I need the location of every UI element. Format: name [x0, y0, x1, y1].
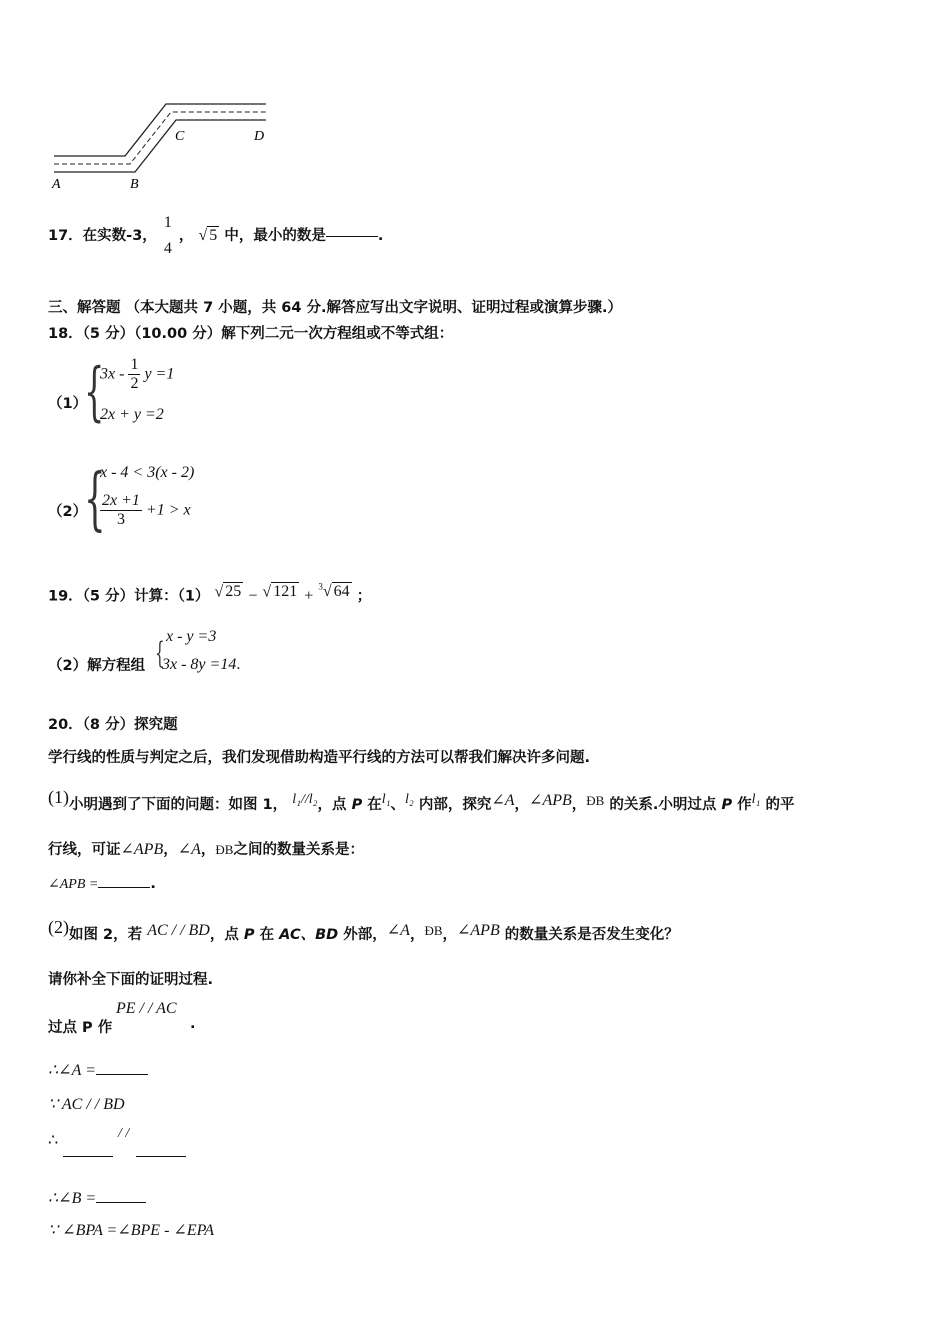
q18-p2-brace: { [84, 460, 106, 539]
q19-p2-eq2: 3x - 8y =14. [162, 656, 241, 673]
q17: 17．在实数-3， 1 4 ， √ 5 中，最小的数是 . [48, 214, 384, 257]
q20-p2-line1: (2)如图 2，若 AC / / BD，点 P 在 AC、BD 外部，∠A，ÐB，∠APB 的数量关系是否发生变化？ [48, 917, 679, 943]
answer-blank[interactable] [136, 1138, 186, 1157]
q19-p2-brace: { [155, 636, 165, 671]
answer-blank[interactable] [63, 1138, 113, 1157]
q18-title: 18．（5 分）（10.00 分）解下列二元一次方程组或不等式组： [48, 326, 454, 342]
answer-blank[interactable] [98, 887, 150, 888]
label-d: D [254, 129, 265, 144]
answer-blank[interactable] [96, 1074, 148, 1075]
label-b: B [130, 177, 139, 192]
proof-step-3: ∴ / / [48, 1128, 208, 1160]
section-title: 三、解答题 （本大题共 7 小题，共 64 分.解答应写出文字说明、证明过程或演算步骤.） [48, 300, 623, 316]
q20-p1-line1: (1)小明遇到了下面的问题：如图 1， l₁//l₂，点 P 在l₁、l₂ 内部，探究∠A，∠APB，ÐB 的关系.小明过点 P 作l₁ 的平 [48, 787, 795, 813]
q20-through: 过点 P 作 [48, 1020, 113, 1036]
proof-step-4: ∴∠B = [48, 1188, 146, 1208]
answer-blank[interactable] [96, 1202, 146, 1203]
q20-p1-line3: ∠APB = . [48, 876, 156, 892]
proof-step-2: ∵ AC / / BD [48, 1096, 125, 1113]
q19-p2-eq1: x - y =3 [166, 628, 217, 645]
q19: 19．（5 分）计算：（1） √ 25 − √ 121 + $^3$√ 64 ； [48, 582, 372, 605]
answer-blank[interactable] [326, 236, 378, 237]
q18-p1-label: （1） [48, 396, 88, 412]
q18-p1-eq1: 3x - $\frac{1}{2}$ y =1 [100, 356, 175, 392]
q20-intro: 学行线的性质与判定之后，我们发现借助构造平行线的方法可以帮我们解决许多问题. [48, 750, 591, 766]
q19-p2-label: （2）解方程组 [48, 658, 146, 674]
q20-complete: 请你补全下面的证明过程. [48, 972, 214, 988]
q18-p2-ineq2: $\frac{2x +1}{3}$ +1 > x [102, 492, 191, 528]
label-c: C [175, 129, 185, 144]
q17-sqrt: √ 5 [198, 227, 218, 244]
q17-fraction: 1 4 [163, 214, 172, 257]
label-a: A [52, 177, 61, 192]
q18-p1-brace: { [84, 355, 105, 429]
q18-p2-label: （2） [48, 504, 88, 520]
road-figure [48, 94, 273, 194]
q20-title: 20．（8 分）探究题 [48, 717, 178, 733]
proof-step-1: ∴∠A = [48, 1060, 148, 1080]
q20-p1-line2: 行线，可证∠APB，∠A，ÐB之间的数量关系是： [48, 841, 364, 858]
q20-dot: . [190, 1016, 196, 1032]
proof-step-5: ∵ ∠BPA =∠BPE - ∠EPA [48, 1222, 215, 1239]
q20-pe-ac: PE / / AC [116, 1000, 177, 1017]
q18-p2-ineq1: x - 4 < 3(x - 2) [100, 464, 195, 481]
q18-p1-eq2: 2x + y =2 [100, 406, 164, 423]
